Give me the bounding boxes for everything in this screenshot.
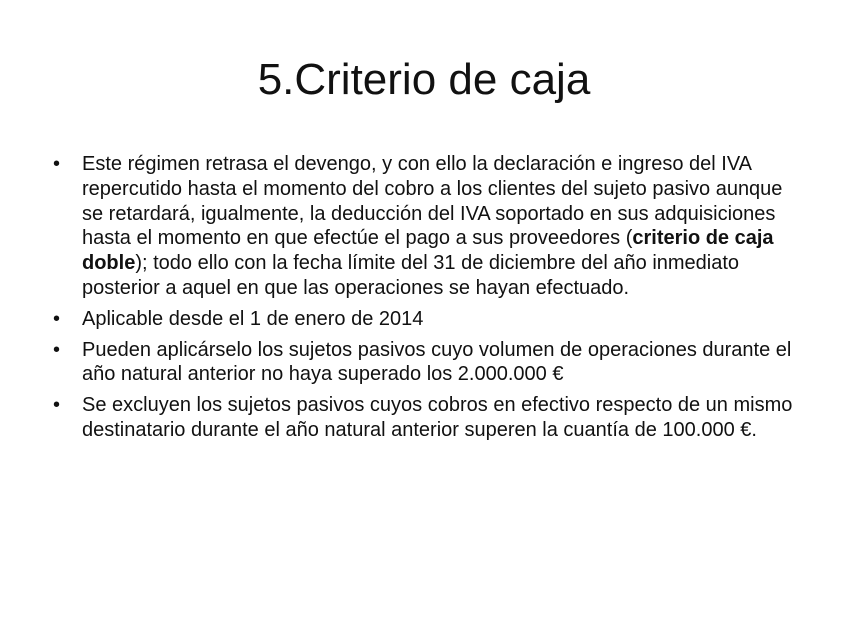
bullet-text: Pueden aplicárselo los sujetos pasivos cuyo volumen de operaciones durante el año natural anterior no haya superado los 2.000.000 € — [82, 338, 792, 386]
bullet-icon: • — [53, 153, 61, 175]
slide-title: 5.Criterio de caja — [257, 55, 591, 104]
bullet-text: Este régimen retrasa el devengo, y con ello la declaración e ingreso del IVA repercutido hasta el momento del cobro a los clientes del sujeto pasivo aunque se retardará, igualmente, la deducción del IVA soportado en sus adquisiciones hasta el momento en que efectúe el pago a sus proveedores ( — [82, 153, 783, 250]
bullet-item — [52, 152, 802, 301]
bullet-item — [52, 393, 802, 443]
bullet-item — [52, 307, 802, 332]
bullet-text: Se excluyen los sujetos pasivos cuyos cobros en efectivo respecto de un mismo destinatario durante el año natural anterior superen la cuantía de 100.000 €. — [82, 394, 793, 441]
bullet-item — [52, 338, 802, 388]
bullet-text: ); todo ello con la fecha límite del 31 de diciembre del año inmediato posterior a aquel en que las operaciones se hayan efectuado. — [82, 252, 740, 299]
bullet-bold-text: criterio de caja doble — [82, 227, 774, 275]
bullet-text: Aplicable desde el 1 de enero de 2014 — [82, 307, 424, 330]
bullet-list — [52, 152, 802, 449]
bullet-icon: • — [53, 394, 61, 417]
bullet-icon: • — [53, 338, 61, 361]
bullet-icon: • — [53, 307, 61, 330]
